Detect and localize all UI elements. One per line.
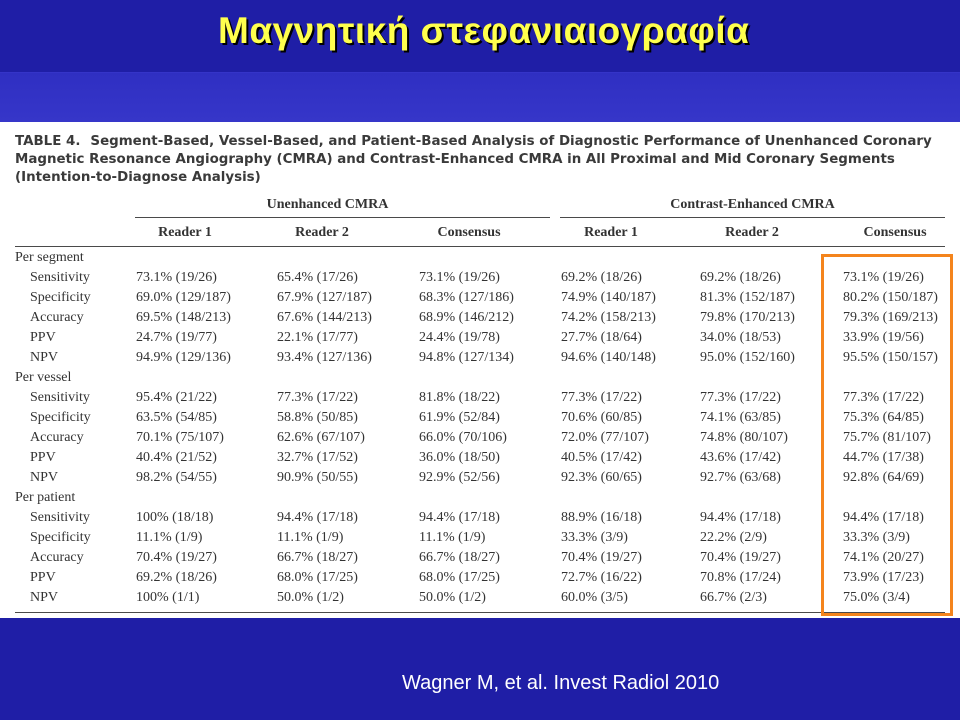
table-cell: 92.7% (63/68) (700, 470, 781, 485)
table-cell: 69.5% (148/213) (136, 310, 231, 325)
row-label: PPV (30, 330, 56, 345)
table-cell: 68.3% (127/186) (419, 290, 514, 305)
table-cell: 32.7% (17/52) (277, 450, 358, 465)
group-header-unenhanced: Unenhanced CMRA (266, 197, 389, 212)
table-row (15, 528, 938, 548)
table-cell: 70.4% (19/27) (561, 550, 642, 565)
table-cell: 36.0% (18/50) (419, 450, 500, 465)
table-row (15, 588, 938, 608)
table-cell: 70.8% (17/24) (700, 570, 781, 585)
results-table (15, 248, 938, 608)
table-cell-highlighted: 95.5% (150/157) (843, 350, 938, 365)
row-label: Accuracy (30, 430, 84, 445)
table-cell: 95.4% (21/22) (136, 390, 217, 405)
table-cell-highlighted: 94.4% (17/18) (843, 510, 924, 525)
table-cell-highlighted: 77.3% (17/22) (843, 390, 924, 405)
table-cell: 68.0% (17/25) (419, 570, 500, 585)
table-row (15, 468, 938, 488)
table-cell: 94.8% (127/134) (419, 350, 514, 365)
table-cell: 100% (18/18) (136, 510, 214, 525)
table-cell: 66.7% (18/27) (419, 550, 500, 565)
table-cell: 61.9% (52/84) (419, 410, 500, 425)
table-cell: 94.4% (17/18) (277, 510, 358, 525)
table-cell: 27.7% (18/64) (561, 330, 642, 345)
row-label: PPV (30, 570, 56, 585)
table-cell: 92.3% (60/65) (561, 470, 642, 485)
table-cell: 70.6% (60/85) (561, 410, 642, 425)
table-cell: 66.0% (70/106) (419, 430, 507, 445)
table-cell: 95.0% (152/160) (700, 350, 795, 365)
table-bottom-rule (15, 612, 945, 613)
table-cell-highlighted: 75.3% (64/85) (843, 410, 924, 425)
table-row (15, 448, 938, 468)
table-row (15, 328, 938, 348)
table-cell: 11.1% (1/9) (277, 530, 344, 545)
table-cell-highlighted: 75.0% (3/4) (843, 590, 910, 605)
row-label: Specificity (30, 530, 91, 545)
table-row-section (15, 488, 938, 508)
table-row (15, 428, 938, 448)
table-cell: 72.7% (16/22) (561, 570, 642, 585)
section-label-per-vessel: Per vessel (15, 370, 72, 385)
row-label: Specificity (30, 290, 91, 305)
table-cell: 69.0% (129/187) (136, 290, 231, 305)
table-cell: 74.9% (140/187) (561, 290, 656, 305)
table-cell: 94.4% (17/18) (419, 510, 500, 525)
table-cell: 70.4% (19/27) (136, 550, 217, 565)
column-header-contrast-reader-2: Reader 2 (725, 225, 779, 240)
table-cell: 77.3% (17/22) (277, 390, 358, 405)
table-cell: 69.2% (18/26) (136, 570, 217, 585)
row-label: Sensitivity (30, 390, 90, 405)
table-cell: 67.9% (127/187) (277, 290, 372, 305)
table-cell: 24.4% (19/78) (419, 330, 500, 345)
table-row (15, 268, 938, 288)
table-cell: 77.3% (17/22) (700, 390, 781, 405)
highlight-box (821, 254, 953, 616)
table-cell: 81.3% (152/187) (700, 290, 795, 305)
table-cell: 74.8% (80/107) (700, 430, 788, 445)
row-label: Sensitivity (30, 270, 90, 285)
table-row (15, 548, 938, 568)
table-row-section (15, 248, 938, 268)
row-label: NPV (30, 350, 59, 365)
table-cell: 92.9% (52/56) (419, 470, 500, 485)
group-rule-unenhanced (135, 217, 550, 218)
table-row (15, 308, 938, 328)
column-header-unenhanced-consensus: Consensus (437, 225, 501, 240)
table-cell: 69.2% (18/26) (561, 270, 642, 285)
table-cell: 22.2% (2/9) (700, 530, 767, 545)
table-cell: 90.9% (50/55) (277, 470, 358, 485)
citation: Wagner M, et al. Invest Radiol 2010 (402, 672, 720, 694)
column-header-unenhanced-reader-1: Reader 1 (158, 225, 212, 240)
table-cell: 24.7% (19/77) (136, 330, 217, 345)
table-cell: 70.4% (19/27) (700, 550, 781, 565)
table-row (15, 408, 938, 428)
table-cell-highlighted: 75.7% (81/107) (843, 430, 931, 445)
table-cell: 50.0% (1/2) (419, 590, 486, 605)
table-cell: 63.5% (54/85) (136, 410, 217, 425)
title-underband (0, 73, 960, 122)
row-label: NPV (30, 470, 59, 485)
table-caption-text: Segment-Based, Vessel-Based, and Patient-Based Analysis of Diagnostic Performance of Unenhanced Coronary Magnetic Resonance Angiography (CMRA) and Contrast-Enhanced CMRA in All Proximal and Mid Coronary Segments (Intention-to-Diagnose Analysis) (15, 134, 932, 185)
table-cell-highlighted: 73.9% (17/23) (843, 570, 924, 585)
table-cell-highlighted: 44.7% (17/38) (843, 450, 924, 465)
table-cell: 94.9% (129/136) (136, 350, 231, 365)
table-caption (15, 133, 945, 187)
row-label: PPV (30, 450, 56, 465)
row-label: Specificity (30, 410, 91, 425)
row-label: Accuracy (30, 550, 84, 565)
table-cell: 62.6% (67/107) (277, 430, 365, 445)
table-row (15, 348, 938, 368)
section-label-per-patient: Per patient (15, 490, 76, 505)
column-header-unenhanced-reader-2: Reader 2 (295, 225, 349, 240)
table-cell: 34.0% (18/53) (700, 330, 781, 345)
section-label-per-segment: Per segment (15, 250, 84, 265)
header-rule (15, 246, 945, 247)
column-header-contrast-reader-1: Reader 1 (584, 225, 638, 240)
table-cell: 22.1% (17/77) (277, 330, 358, 345)
table-cell: 69.2% (18/26) (700, 270, 781, 285)
group-header-contrast: Contrast-Enhanced CMRA (670, 197, 835, 212)
row-label: Sensitivity (30, 510, 90, 525)
group-rule-contrast (560, 217, 945, 218)
table-cell: 58.8% (50/85) (277, 410, 358, 425)
table-cell: 74.1% (63/85) (700, 410, 781, 425)
table-cell-highlighted: 80.2% (150/187) (843, 290, 938, 305)
row-label: NPV (30, 590, 59, 605)
table-cell: 94.4% (17/18) (700, 510, 781, 525)
table-row (15, 508, 938, 528)
table-cell: 40.5% (17/42) (561, 450, 642, 465)
table-cell: 94.6% (140/148) (561, 350, 656, 365)
table-cell: 50.0% (1/2) (277, 590, 344, 605)
table-cell: 68.0% (17/25) (277, 570, 358, 585)
table-cell: 70.1% (75/107) (136, 430, 224, 445)
table-row (15, 388, 938, 408)
table-cell: 43.6% (17/42) (700, 450, 781, 465)
table-cell: 77.3% (17/22) (561, 390, 642, 405)
slide-title: Μαγνητική στεφανιαιογραφία (218, 10, 750, 51)
table-cell: 11.1% (1/9) (136, 530, 203, 545)
table-cell: 100% (1/1) (136, 590, 200, 605)
table-cell: 65.4% (17/26) (277, 270, 358, 285)
table-cell-highlighted: 33.3% (3/9) (843, 530, 910, 545)
table-cell: 60.0% (3/5) (561, 590, 628, 605)
table-cell: 98.2% (54/55) (136, 470, 217, 485)
table-cell: 72.0% (77/107) (561, 430, 649, 445)
table-row-section (15, 368, 938, 388)
table-cell: 11.1% (1/9) (419, 530, 486, 545)
table-cell-highlighted: 79.3% (169/213) (843, 310, 938, 325)
table-cell: 67.6% (144/213) (277, 310, 372, 325)
table-label: TABLE 4. (15, 134, 81, 149)
table-cell-highlighted: 73.1% (19/26) (843, 270, 924, 285)
table-cell: 74.2% (158/213) (561, 310, 656, 325)
table-cell: 79.8% (170/213) (700, 310, 795, 325)
row-label: Accuracy (30, 310, 84, 325)
table-cell: 66.7% (2/3) (700, 590, 767, 605)
column-header-contrast-consensus: Consensus (863, 225, 927, 240)
table-cell-highlighted: 33.9% (19/56) (843, 330, 924, 345)
table-cell: 66.7% (18/27) (277, 550, 358, 565)
table-cell: 73.1% (19/26) (136, 270, 217, 285)
table-cell: 88.9% (16/18) (561, 510, 642, 525)
table-cell-highlighted: 92.8% (64/69) (843, 470, 924, 485)
table-cell-highlighted: 74.1% (20/27) (843, 550, 924, 565)
title-band (0, 0, 960, 73)
table-panel (0, 122, 960, 618)
table-cell: 33.3% (3/9) (561, 530, 628, 545)
table-row (15, 288, 938, 308)
table-cell: 93.4% (127/136) (277, 350, 372, 365)
table-cell: 73.1% (19/26) (419, 270, 500, 285)
table-cell: 68.9% (146/212) (419, 310, 514, 325)
footer-band (0, 618, 960, 720)
table-row (15, 568, 938, 588)
table-cell: 81.8% (18/22) (419, 390, 500, 405)
table-cell: 40.4% (21/52) (136, 450, 217, 465)
